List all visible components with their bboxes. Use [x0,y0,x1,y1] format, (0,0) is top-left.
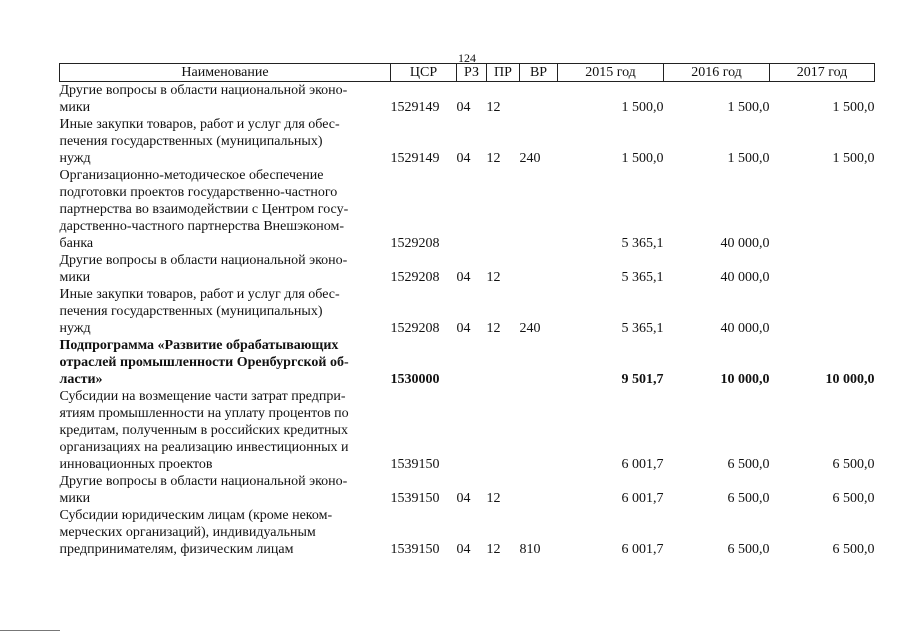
row-value-2016: 10 000,0 [720,372,770,387]
row-rz [457,167,487,252]
row-rz [457,337,487,388]
row-code: 1529208 [390,321,440,336]
row-name [60,167,391,252]
row-name-line: отраслей промышленности Оренбургской об- [59,355,349,370]
row-name [60,252,391,286]
table-row [60,337,875,388]
row-vr: 240 [519,321,541,336]
row-value-2017: 1 500,0 [832,100,875,115]
row-value-2015: 9 501,7 [621,372,664,387]
row-name-line: мики [59,491,91,506]
row-name-line: ласти» [59,372,103,387]
row-code: 1529208 [390,236,440,251]
row-name [60,116,391,167]
row-name-line: Субсидии на возмещение части затрат предпри- [59,389,346,404]
row-value-2015: 5 365,1 [621,236,664,251]
row-pr [487,388,520,473]
row-name [60,337,391,388]
row-pr [487,337,520,388]
row-pr: 12 [486,270,501,285]
row-value-2015: 5 365,1 [621,270,664,285]
page-edge-line [0,630,60,631]
row-value-2015: 6 001,7 [621,457,664,472]
header-rz: РЗ [457,64,487,82]
row-value-2017: 6 500,0 [832,457,875,472]
header-code: ЦСР [391,64,457,82]
row-pr: 12 [486,542,501,557]
row-value-2017 [770,252,875,286]
row-name-line: печения государственных (муниципальных) [59,134,323,149]
header-pr: ПР [487,64,520,82]
row-name-line: ятиям промышленности на уплату процентов по [59,406,349,421]
row-vr: 240 [519,151,541,166]
row-value-2015: 6 001,7 [621,542,664,557]
header-vr: ВР [520,64,558,82]
row-name-line: Другие вопросы в области национальной эконо- [59,253,348,268]
row-pr: 12 [486,151,501,166]
row-code: 1539150 [390,457,440,472]
row-code: 1539150 [390,491,440,506]
table-header-row [60,64,875,82]
row-name-line: Иные закупки товаров, работ и услуг для обес- [59,287,340,302]
row-pr: 12 [486,491,501,506]
row-name [60,82,391,117]
row-name-line: Субсидии юридическим лицам (кроме неком- [59,508,333,523]
row-name-line: кредитам, полученным в российских кредитных [59,423,348,438]
row-name [60,473,391,507]
row-name-line: нужд [59,151,91,166]
row-name-line: нужд [59,321,91,336]
row-value-2017: 10 000,0 [825,372,875,387]
row-vr: 810 [519,542,541,557]
row-value-2015: 5 365,1 [621,321,664,336]
header-2016: 2016 год [664,64,770,82]
row-pr: 12 [486,100,501,115]
row-value-2017 [770,167,875,252]
row-pr [487,167,520,252]
table-body [60,82,875,559]
row-value-2016: 1 500,0 [727,100,770,115]
row-name-line: Организационно-методическое обеспечение [59,168,324,183]
row-name [60,388,391,473]
table-row [60,167,875,252]
row-name-line: Иные закупки товаров, работ и услуг для обес- [59,117,340,132]
header-2017: 2017 год [770,64,875,82]
row-name-line: дарственно-частного партнерства Внешэконом- [59,219,345,234]
row-rz: 04 [456,100,471,115]
row-rz: 04 [456,321,471,336]
row-vr [520,388,558,473]
row-name-line: партнерства во взаимодействии с Центром госу- [59,202,349,217]
row-value-2015: 1 500,0 [621,151,664,166]
table-row [60,473,875,507]
row-rz: 04 [456,491,471,506]
row-vr [520,82,558,117]
row-value-2016: 40 000,0 [720,321,770,336]
header-name: Наименование [60,64,391,82]
row-name-line: мики [59,270,91,285]
table-row [60,82,875,117]
row-name-line: инновационных проектов [59,457,213,472]
row-vr [520,473,558,507]
row-value-2017: 6 500,0 [832,491,875,506]
row-name-line: мерческих организаций), индивидуальным [59,525,316,540]
row-vr [520,167,558,252]
header-2015: 2015 год [558,64,664,82]
row-rz: 04 [456,151,471,166]
row-value-2016: 6 500,0 [727,457,770,472]
row-value-2015: 1 500,0 [621,100,664,115]
row-name-line: Другие вопросы в области национальной эконо- [59,83,348,98]
row-name [60,286,391,337]
row-value-2015: 6 001,7 [621,491,664,506]
row-name-line: Другие вопросы в области национальной эконо- [59,474,348,489]
row-name-line: предпринимателям, физическим лицам [59,542,294,557]
table-row [60,116,875,167]
row-name-line: Подпрограмма «Развитие обрабатывающих [59,338,339,353]
table-row [60,388,875,473]
row-name-line: банка [59,236,94,251]
row-value-2016: 40 000,0 [720,270,770,285]
row-rz: 04 [456,542,471,557]
row-code: 1539150 [390,542,440,557]
row-name [60,507,391,558]
budget-table [59,63,875,558]
table-row [60,286,875,337]
row-rz: 04 [456,270,471,285]
row-value-2016: 1 500,0 [727,151,770,166]
row-value-2016: 6 500,0 [727,491,770,506]
row-code: 1529149 [390,151,440,166]
row-vr [520,252,558,286]
row-vr [520,337,558,388]
row-value-2016: 6 500,0 [727,542,770,557]
row-value-2017 [770,286,875,337]
page-number: 124 [458,51,476,65]
row-rz [457,388,487,473]
table-row [60,252,875,286]
row-name-line: подготовки проектов государственно-частного [59,185,338,200]
row-name-line: печения государственных (муниципальных) [59,304,323,319]
row-value-2017: 1 500,0 [832,151,875,166]
row-code: 1529149 [390,100,440,115]
row-name-line: мики [59,100,91,115]
row-name-line: организациях на реализацию инвестиционных и [59,440,349,455]
table-row [60,507,875,558]
row-code: 1530000 [390,372,440,387]
row-value-2016: 40 000,0 [720,236,770,251]
row-value-2017: 6 500,0 [832,542,875,557]
row-code: 1529208 [390,270,440,285]
row-pr: 12 [486,321,501,336]
